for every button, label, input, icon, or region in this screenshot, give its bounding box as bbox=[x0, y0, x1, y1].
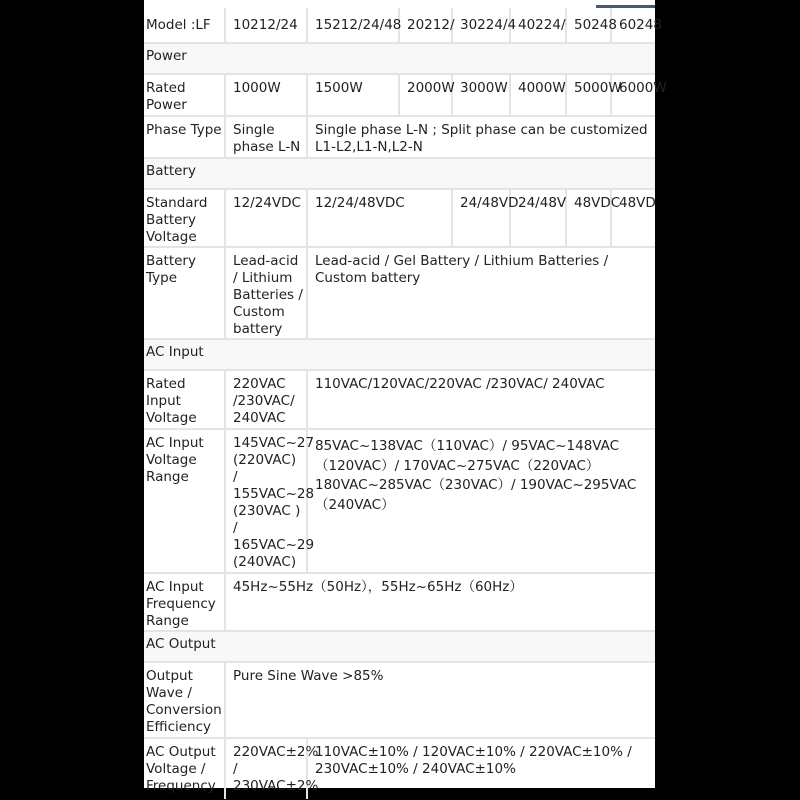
model-30224: 30224/4 bbox=[453, 8, 511, 42]
model-60248: 60248 bbox=[619, 17, 662, 33]
std-battery-voltage-2: 12/24/48VDC bbox=[308, 190, 453, 246]
ac-input-range-line: (240VAC) bbox=[233, 554, 297, 570]
model-50248: 50248 bbox=[567, 8, 612, 42]
ac-input-range-line: 180VAC~285VAC（230VAC）/ 190VAC~295VAC bbox=[315, 477, 637, 493]
ac-input-range-line: （120VAC）/ 170VAC~275VAC（220VAC） bbox=[315, 457, 600, 474]
ac-output-voltage-row bbox=[144, 739, 655, 799]
std-battery-voltage-6: 48VD bbox=[619, 195, 656, 211]
std-battery-voltage-3: 24/48VD bbox=[453, 190, 511, 246]
rated-power-5000: 5000W bbox=[567, 75, 612, 115]
rated-power-2000: 2000W bbox=[400, 75, 453, 115]
model-15212: 15212/24/48 bbox=[308, 8, 400, 42]
ac-input-range-label: AC Input Voltage Range bbox=[144, 430, 226, 572]
ac-output-voltage-line: 230VAC±2% bbox=[233, 778, 319, 794]
rated-power-row bbox=[144, 75, 667, 117]
ac-input-range-line: (230VAC ) bbox=[233, 503, 301, 519]
std-battery-voltage-5: 48VDC bbox=[567, 190, 612, 246]
section-ac-output bbox=[144, 632, 655, 663]
rated-input-voltage-row bbox=[144, 371, 655, 430]
ac-input-freq-row bbox=[144, 574, 655, 632]
rated-power-1000: 1000W bbox=[226, 75, 308, 115]
rated-input-voltage-label: Rated Input Voltage bbox=[144, 371, 226, 428]
section-battery bbox=[144, 159, 655, 190]
ac-input-range-value-2 bbox=[308, 430, 655, 572]
ac-input-range-line: / bbox=[233, 520, 238, 536]
model-label: Model :LF bbox=[144, 8, 226, 42]
ac-input-freq-label: AC Input Frequency Range bbox=[144, 574, 226, 630]
std-battery-voltage-label: Standard Battery Voltage bbox=[144, 190, 226, 246]
std-battery-voltage-1: 12/24VDC bbox=[226, 190, 308, 246]
ac-output-voltage-line: 220VAC±2% bbox=[233, 744, 319, 760]
model-40224: 40224/ bbox=[511, 8, 567, 42]
rated-power-6000: 6000W bbox=[619, 80, 667, 96]
rated-power-1500: 1500W bbox=[308, 75, 400, 115]
ac-input-range-value-1 bbox=[226, 430, 315, 572]
output-wave-value: Pure Sine Wave >85% bbox=[233, 668, 384, 684]
phase-type-value-1: Single phase L-N bbox=[226, 117, 308, 157]
ac-output-voltage-label: AC Output Voltage / Frequency bbox=[144, 739, 226, 799]
model-20212: 20212/ bbox=[400, 8, 453, 42]
ac-output-voltage-line: / bbox=[233, 761, 238, 777]
ac-input-range-line: 165VAC~29 bbox=[233, 537, 315, 553]
ac-input-range-line: 155VAC~28 bbox=[233, 486, 315, 502]
ac-input-freq-value: 45Hz~55Hz（50Hz），55Hz~65Hz（60Hz） bbox=[233, 579, 523, 595]
output-wave-label: Output Wave / Conversion Efficiency bbox=[144, 663, 226, 737]
rated-input-voltage-value-2: 110VAC/120VAC/220VAC /230VAC/ 240VAC bbox=[315, 376, 605, 392]
ac-input-range-line: 85VAC~138VAC（110VAC）/ 95VAC~148VAC bbox=[315, 438, 620, 454]
battery-type-label: Battery Type bbox=[144, 248, 226, 338]
top-border bbox=[144, 0, 655, 4]
rated-input-voltage-value-1: 220VAC /230VAC/ 240VAC bbox=[226, 371, 308, 428]
battery-type-value-2: Lead-acid / Gel Battery / Lithium Batteries / Custom battery bbox=[315, 253, 609, 286]
rated-power-3000: 3000W bbox=[453, 75, 511, 115]
ac-input-range-line: (220VAC) bbox=[233, 452, 297, 468]
ac-output-voltage-value-1 bbox=[226, 739, 319, 799]
ac-input-range-line: （240VAC） bbox=[315, 496, 395, 513]
ac-input-range-line: 145VAC~27 bbox=[233, 435, 315, 451]
section-ac-input-label: AC Input bbox=[146, 344, 204, 360]
section-ac-output-label: AC Output bbox=[146, 636, 216, 652]
std-battery-voltage-row bbox=[144, 190, 655, 248]
section-power-label: Power bbox=[146, 48, 187, 64]
section-battery-label: Battery bbox=[146, 163, 196, 179]
section-power bbox=[144, 44, 655, 75]
std-battery-voltage-4: 24/48V bbox=[511, 190, 567, 246]
battery-type-value-1: Lead-acid / Lithium Batteries / Custom battery bbox=[226, 248, 308, 338]
output-wave-row bbox=[144, 663, 655, 739]
battery-type-row bbox=[144, 248, 655, 340]
section-ac-input bbox=[144, 340, 655, 371]
phase-type-label: Phase Type bbox=[144, 117, 226, 157]
ac-input-range-row bbox=[144, 430, 655, 574]
ac-input-range-line: / bbox=[233, 469, 238, 485]
phase-type-value-2: Single phase L-N ; Split phase can be customized L1-L2,L1-N,L2-N bbox=[315, 122, 648, 155]
model-row bbox=[144, 8, 662, 44]
model-10212: 10212/24 bbox=[226, 8, 308, 42]
spec-table bbox=[144, 0, 667, 794]
phase-type-row bbox=[144, 117, 655, 159]
ac-output-voltage-value-2: 110VAC±10% / 120VAC±10% / 220VAC±10% / 230VAC±10% / 240VAC±10% bbox=[315, 744, 632, 777]
rated-power-label: Rated Power bbox=[144, 75, 226, 115]
rated-power-4000: 4000W bbox=[511, 75, 567, 115]
